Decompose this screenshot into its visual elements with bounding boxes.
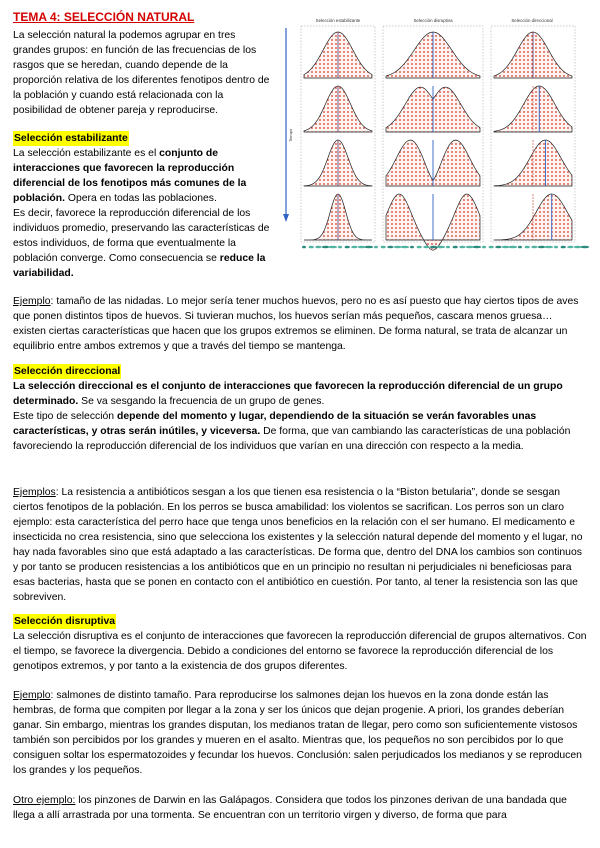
heading-estabilizante: Selección estabilizante <box>14 133 128 144</box>
trait-marker <box>531 246 537 249</box>
trait-marker <box>466 246 474 249</box>
trait-marker <box>538 246 546 249</box>
estabilizante-example: Ejemplo: tamaño de las nidadas. Lo mejor sería tener muchos huevos, pero no es así puesto que hay ciertos tipos de aves que ponen distintos tipos de huevos. Si tuvieran muchos, los huevos serían más pequeños, cascara menos gruesa… existen ciertas características que hacen que los grupos extremos se eliminen. De forma natural, se trata de alcanzar un equilibrio entre ambos extremos y que a través del tiempo se mantenga. <box>13 296 579 352</box>
section-estabilizante <box>13 131 275 281</box>
trait-marker <box>387 246 393 249</box>
trait-marker <box>580 246 589 249</box>
trait-marker <box>430 246 438 249</box>
col-label-disruptiva: Selección disruptiva <box>413 18 453 23</box>
page-title: TEMA 4: SELECCIÓN NATURAL <box>13 10 195 24</box>
trait-marker <box>508 246 517 249</box>
disruptiva-second-example: Otro ejemplo: los pinzones de Darwin en las Galápagos. Considera que todos los pinzones derivan de una bandada que llega a allí arrastrada por una tormenta. Se encuentran con un territorio virgen y diverso, de forma que para <box>13 795 567 821</box>
trait-marker <box>574 246 582 249</box>
trait-marker <box>364 246 373 249</box>
trait-marker <box>322 246 330 249</box>
trait-marker <box>567 246 573 249</box>
trait-marker <box>446 246 450 249</box>
trait-marker <box>309 246 314 249</box>
direccional-example: Ejemplos: La resistencia a antibióticos sesgan a los que tienen esa resistencia o la “Biston betularia”, donde se sesgan ciertos fenotipos de la población. En los perros se busca amabilidad: los violentos se sacrifican. Los perros son un claro ejemplo: esta característica del perro hace que tenga unos beneficios en la relación con el ser humano. El medicamento e insecticida no crea resistencia, sino que selecciona los existentes y la selección natural depende del momento y el lugar, no hay nada favorables sino que está adaptado a las características. De forma que, dentro del DNA los cambios son continuos y por tanto se producen resistencias a los antibióticos que en un principio no resultan ni perjudiciales ni beneficiosas para esas bacterias, hasta que se ponen en contacto con el antibiótico en cuestión. Por tanto, al tener la resistencia son las que sobreviven. <box>13 487 583 603</box>
trait-marker <box>525 246 530 249</box>
trait-marker <box>489 246 494 249</box>
selection-types-figure <box>278 14 590 256</box>
disruptiva-example: Ejemplo: salmones de distinto tamaño. Para reproducirse los salmones dejan los huevos en la zona donde están las hembras, de forma que compiten por llegar a la zona y ser los únicos que dejan progenie. A priori, los grandes deberían ganar. Sin embargo, mientras los grandes disputan, los medianos tratan de llegar, pero como son suficientemente vistosos también son percibidos por los grandes y mueren en el asalto. Mientras que, los pequeños no son percibidos por lo que consiguen soltar los espermatozoides y fecundar los huevos. Conclusión: salen perjudicados los medianos y se reproducen los grandes y los pequeños. <box>13 690 582 776</box>
section-direccional <box>13 364 587 454</box>
trait-marker <box>351 246 357 249</box>
trait-marker <box>315 246 321 249</box>
heading-disruptiva: Selección disruptiva <box>14 616 116 627</box>
estabilizante-definition: La selección estabilizante es el conjunto de interacciones que favorecen la reproducción diferencial de los fenotipos más comunes de la población. Opera en todas las poblaciones. <box>13 148 247 204</box>
trait-marker <box>561 246 566 249</box>
trait-marker <box>302 246 306 249</box>
trait-marker <box>423 246 429 249</box>
trait-marker <box>358 246 366 249</box>
trait-marker <box>502 246 510 249</box>
trait-marker <box>338 246 342 249</box>
time-arrow-head <box>283 214 289 222</box>
trait-marker <box>459 246 465 249</box>
estabilizante-explanation: Es decir, favorece la reproducción diferencial de los individuos promedio, preservando las características de estos individuos, de forma que eventualmente la población converge. Como consecuencia se reduce la variabilidad. <box>13 208 270 279</box>
disruptiva-definition: La selección disruptiva es el conjunto de interacciones que favorecen la reproducción diferencial de grupos alternativos. Con el tiempo, se favorece la divergencia. Debido a condiciones del entorno se favorece la reproducción diferencial de los genotipos extremos, y por tanto a la existencia de dos grupos diferentes. <box>13 631 587 672</box>
intro-paragraph: La selección natural la podemos agrupar en tres grandes grupos: en función de las frecuencias de los rasgos que se heredan, cuando depende de la proporción relativa de los diferentes fenotipos dentro de la población y cuando está relacionada con la posibilidad de obtener pareja y reproducirse. <box>13 30 270 116</box>
trait-marker <box>482 246 486 249</box>
trait-marker <box>453 246 458 249</box>
trait-marker <box>345 246 350 249</box>
trait-marker <box>544 246 553 249</box>
trait-marker <box>394 246 402 249</box>
col-label-direccional: Selección direccional <box>511 18 553 23</box>
trait-marker <box>410 246 414 249</box>
trait-marker <box>495 246 501 249</box>
direccional-definition: La selección direccional es el conjunto de interacciones que favorecen la reproducción diferencial de un grupo determinado. Se va sesgando la frecuencia de un grupo de genes. <box>13 381 563 407</box>
trait-marker <box>518 246 522 249</box>
trait-marker <box>381 246 386 249</box>
trait-marker <box>417 246 422 249</box>
axis-time-label: Tiempo <box>288 128 293 142</box>
heading-direccional: Selección direccional <box>14 366 121 377</box>
trait-marker <box>328 246 337 249</box>
trait-marker <box>472 246 481 249</box>
direccional-explanation: Este tipo de selección depende del momento y lugar, dependiendo de la situación se verán favorables unas características, y otras serán inútiles, y viceversa. De forma, que van cambiando las características de una población favoreciendo la reproducción diferencial de los individuos que varían en una dirección con respecto a la media. <box>13 411 571 452</box>
trait-marker <box>436 246 445 249</box>
col-label-estabilizante: Selección estabilizante <box>315 18 361 23</box>
trait-marker <box>400 246 409 249</box>
section-disruptiva <box>13 614 587 674</box>
trait-marker <box>554 246 558 249</box>
trait-marker <box>374 246 378 249</box>
